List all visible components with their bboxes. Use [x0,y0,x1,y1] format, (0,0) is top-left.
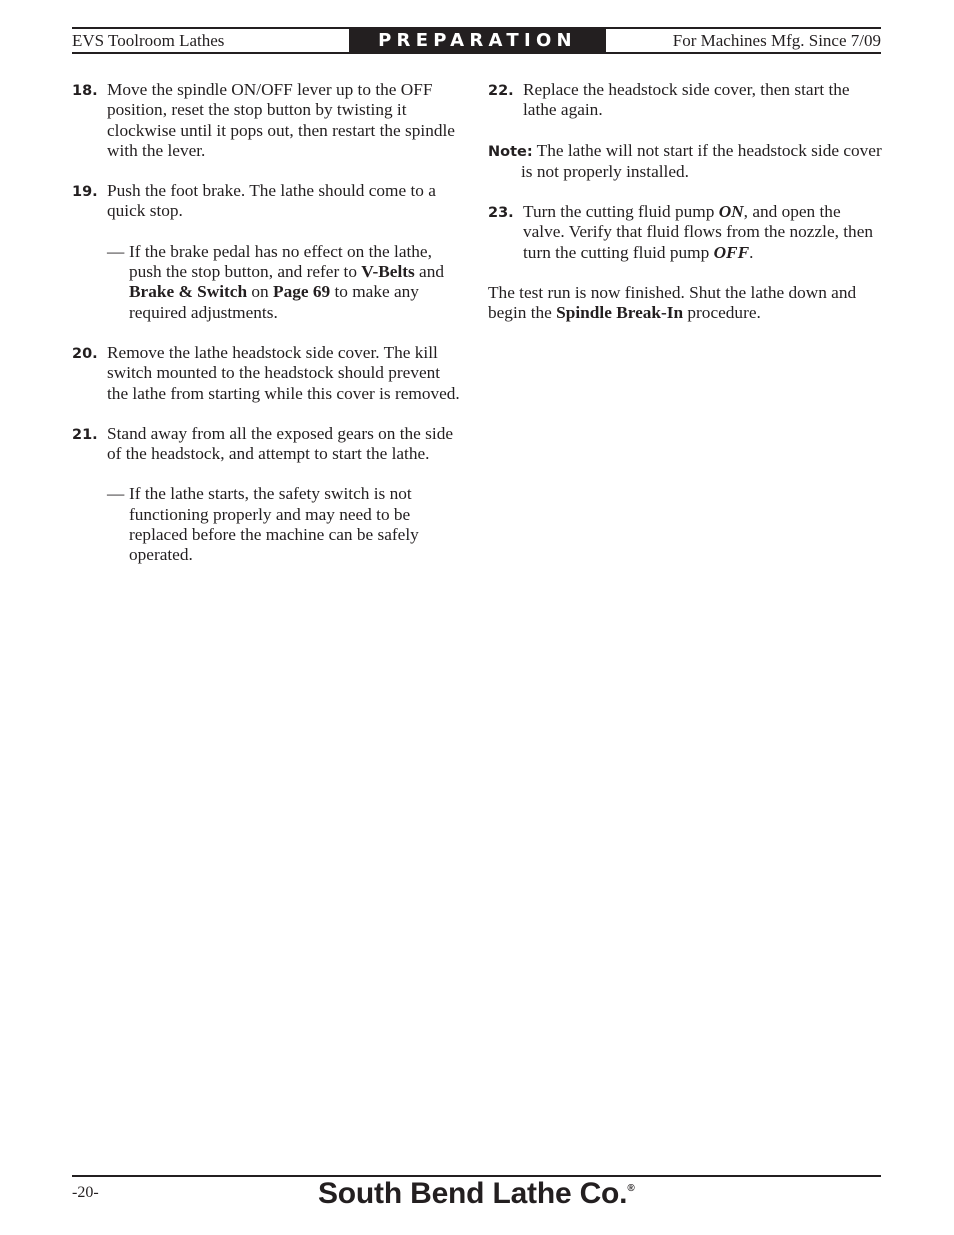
step-20 [72,343,464,404]
note [488,141,884,183]
em-dash: — [107,241,125,261]
step-23 [488,202,884,263]
registered-mark: ® [627,1183,635,1194]
left-column [72,80,464,586]
note-text: The lathe will not start if the headstock side cover is not properly installed. [521,140,882,181]
step-21 [72,424,464,465]
subnote-text: If the brake pedal has no effect on the lathe, push the stop button, and refer to [129,241,432,282]
closing-paragraph [488,283,884,324]
note-label: Note: [488,143,533,160]
step-text: Push the foot brake. The lathe should come to a quick stop. [107,181,436,221]
step-text: . [749,242,754,262]
step-number: 21. [72,426,98,443]
subnote-text: If the lathe starts, the safety switch is not functioning properly and may need to be replaced before the machine can be safely operated. [129,484,419,565]
paragraph-text: procedure. [683,303,761,323]
brand-name: South Bend Lathe Co. [318,1177,628,1210]
off-label: OFF [713,242,750,262]
brand-logo [318,1177,635,1211]
header-manual-title: EVS Toolroom Lathes [72,31,225,50]
subnote-text: and [414,262,445,282]
ref-page-69: Page 69 [273,282,331,302]
step-text: Replace the headstock side cover, then start the lathe again. [523,80,850,120]
step-19 [72,181,464,222]
ref-v-belts: V-Belts [361,262,415,282]
right-column [488,80,884,344]
subnote-text: to make any required adjustments. [129,282,419,322]
step-number: 20. [72,345,98,362]
subnote-text: on [247,282,274,302]
section-banner: PREPARATION [349,27,606,54]
step-number: 23. [488,205,514,222]
step-text: , and open the valve. Verify that fluid flows from the nozzle, then turn the cutting fluid pump [523,202,874,262]
page-number: -20- [72,1184,99,1201]
step-text: Stand away from all the exposed gears on the side of the headstock, and attempt to start the lathe. [107,423,454,464]
step-text: Move the spindle ON/OFF lever up to the OFF position, reset the stop button by twisting it clockwise until it pops out, then restart the spindle with the lever. [107,80,455,160]
paragraph-text: The test run is now finished. Shut the lathe down and begin the [488,283,857,323]
page-header [72,27,881,54]
header-mfg-date: For Machines Mfg. Since 7/09 [672,31,881,50]
ref-spindle-break-in: Spindle Break-In [556,303,684,323]
step-22 [488,80,884,121]
em-dash: — [107,484,125,504]
step-number: 18. [72,83,98,99]
step-number: 22. [488,83,514,99]
step-19-subnote [72,242,464,323]
step-18 [72,80,464,161]
step-number: 19. [72,184,98,201]
step-text: Turn the cutting fluid pump [523,202,719,222]
step-21-subnote [72,484,464,565]
step-text: Remove the lathe headstock side cover. The kill switch mounted to the headstock should prevent the lathe from starting while this cover is removed. [107,342,460,403]
ref-brake-switch: Brake & Switch [129,282,248,302]
on-label: ON [718,202,744,222]
